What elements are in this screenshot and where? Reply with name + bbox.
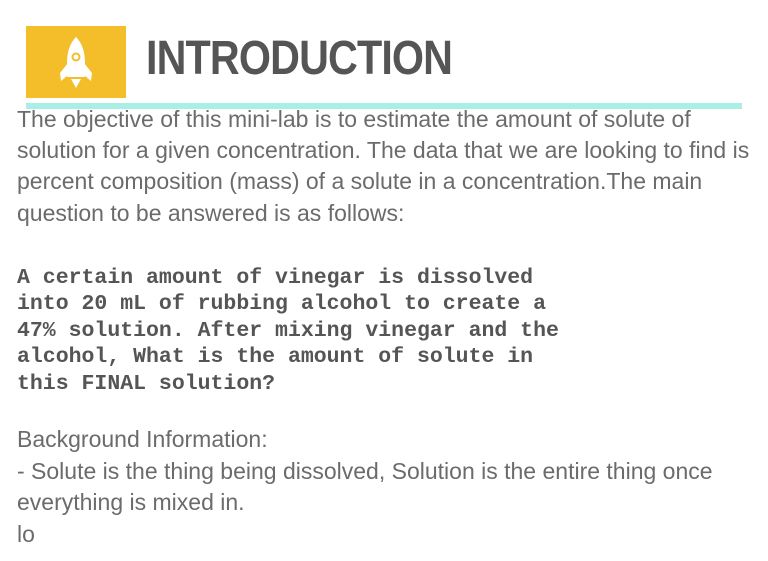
rocket-icon [55, 35, 97, 89]
main-question: A certain amount of vinegar is dissolved into 20 mL of rubbing alcohol to create a 47% solution. After mixing vinegar and the alcohol, What is the amount of solute in this FINAL solution? [17, 266, 559, 396]
objective-paragraph: The objective of this mini-lab is to estimate the amount of solute of solution for a given concentration. The data that we are looking to find is percent composition (mass) of a solute in a concentration.The main question to be answered is as follows: [17, 106, 750, 226]
background-heading: Background Information: [17, 426, 268, 452]
header-icon-box [26, 26, 126, 98]
background-trailing-text: lo [17, 521, 35, 547]
page-title: INTRODUCTION [146, 32, 453, 85]
background-body: - Solute is the thing being dissolved, Solution is the entire thing once everything is mixed in. [17, 458, 713, 516]
